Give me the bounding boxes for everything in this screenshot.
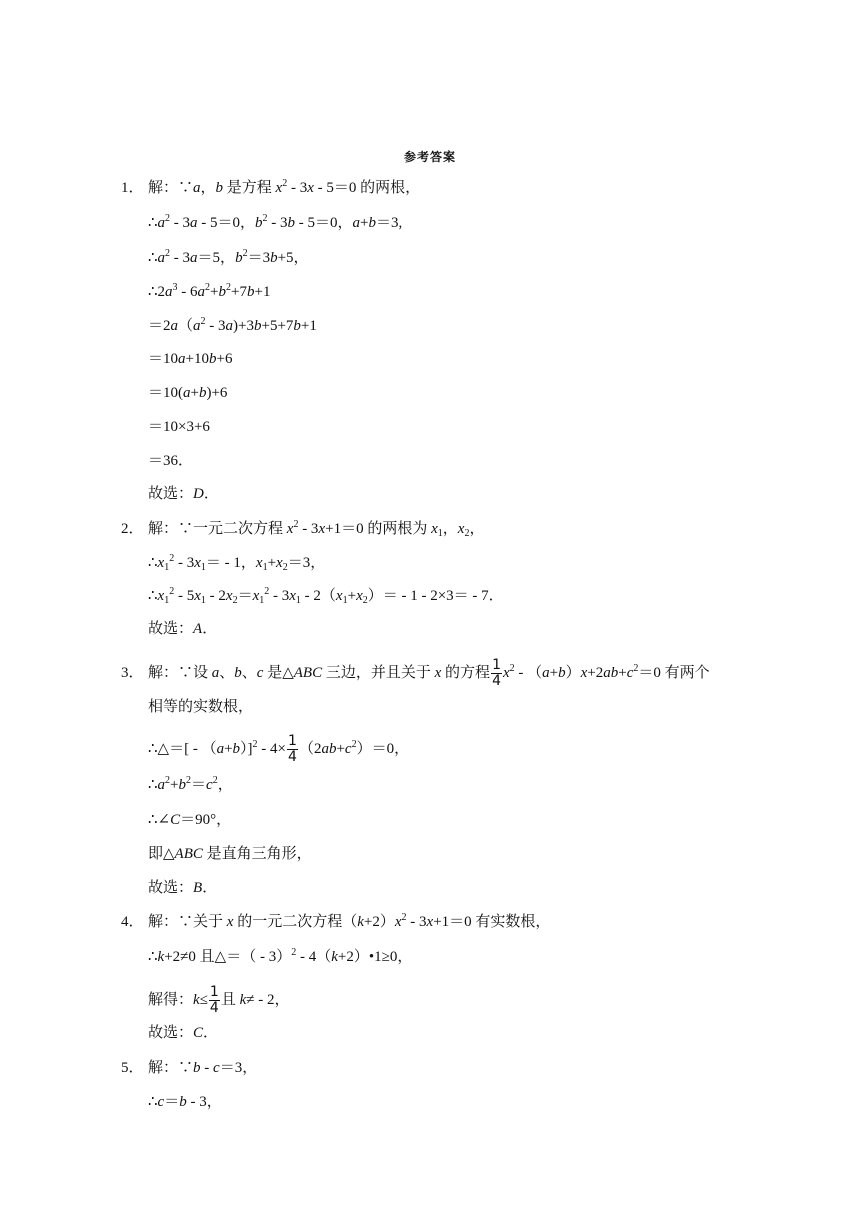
q1-line-3: $\therefore a^2 - 3a=5$，$b^2=3b+5$， [148,248,309,266]
fraction-one-quarter: $\frac{1}{4}$ [209,984,219,1016]
q4-number: 4． [121,914,144,930]
q1-line-8: ＝10×3+6 [148,419,210,435]
q4-line-2: ∴k+2≠0 且△＝（ - 3）$^2$ - 4（k+2）•1≥0， [148,947,413,965]
q1-line-2: $\therefore a^2 - 3a - 5=0$，$b^2 - 3b - 5=0$，a+b＝3, [148,213,403,231]
q5-number: 5． [121,1060,144,1076]
q5-line-1: 5． 解：∵b - c＝3， [121,1060,258,1076]
q2-line-4: 故选：A． [148,621,218,637]
q2-line-2: $\therefore x_1^2 - 3x_1= - 1$，$x_1+x_2=3$， [148,553,326,573]
q5-line-2: ∴c＝b - 3， [148,1094,222,1110]
q3-line-5: ∴∠C＝90°， [148,812,232,828]
page-title: 参考答案 [403,150,456,164]
q1-line-5: $=2a(a^2 - 3a)+3b+5+7b+1$ [148,316,317,334]
q3-line-7: 故选：B． [148,880,218,896]
q1-line-7: ＝10(a+b)+6 [148,385,228,401]
q2-line-1: 2． 解：∵一元二次方程 $x^2 - 3x+1=0$ 的两根为 $x_1$，$x_2$， [121,519,485,539]
q1-line-4: $\therefore 2a^3 - 6a^2+b^2+7b+1$ [148,282,271,300]
fraction-one-quarter: $\frac{1}{4}$ [288,733,297,765]
q4-line-1: 4． 解：∵关于 x 的一元二次方程$(k+2)x^2 - 3x+1=0$ 有实数根， [121,912,551,930]
q4-line-3: 解得：k≤ $\frac{1}{4}$ 且 k≠ - 2， [148,984,290,1016]
q1-line-10: 故选：D． [148,486,219,502]
fraction-one-quarter: $\frac{1}{4}$ [492,657,501,689]
q2-line-3: $\therefore x_1^2 - 5x_1 - 2x_2=x_1^2 - 3x_1 - 2(x_1+x_2)= - 1 - 2\times 3= - 7$． [148,586,504,606]
q3-number: 3． [121,664,144,681]
q1-line-1: 1． 解：∵a，b 是方程 $x^2 - 3x - 5=0$ 的两根， [121,178,421,196]
q3-line-4: $\therefore a^2+b^2=c^2$， [148,775,233,793]
q3-line-6: 即△ABC 是直角三角形， [148,846,312,862]
q1-line-6: ＝10a+10b+6 [148,351,233,367]
q1-line-9: ＝36． [148,453,194,469]
q1-number: 1． [121,180,144,196]
q3-line-1: 3． 解：∵设 a、b、c 是△ABC 三边，并且关于 x 的方程 $\frac{1}{4}$ $x^2 - (a+b)x+2ab+c^2=0$ 有两个 [121,657,710,689]
q2-number: 2． [121,521,144,537]
q3-line-2: 相等的实数根， [148,699,254,715]
q3-line-3: ∴△＝[ - （a+b）]$^2$ - 4× $\frac{1}{4}$ $(2ab+c^2)=0$， [148,733,410,765]
q4-line-4: 故选：C． [148,1025,219,1041]
